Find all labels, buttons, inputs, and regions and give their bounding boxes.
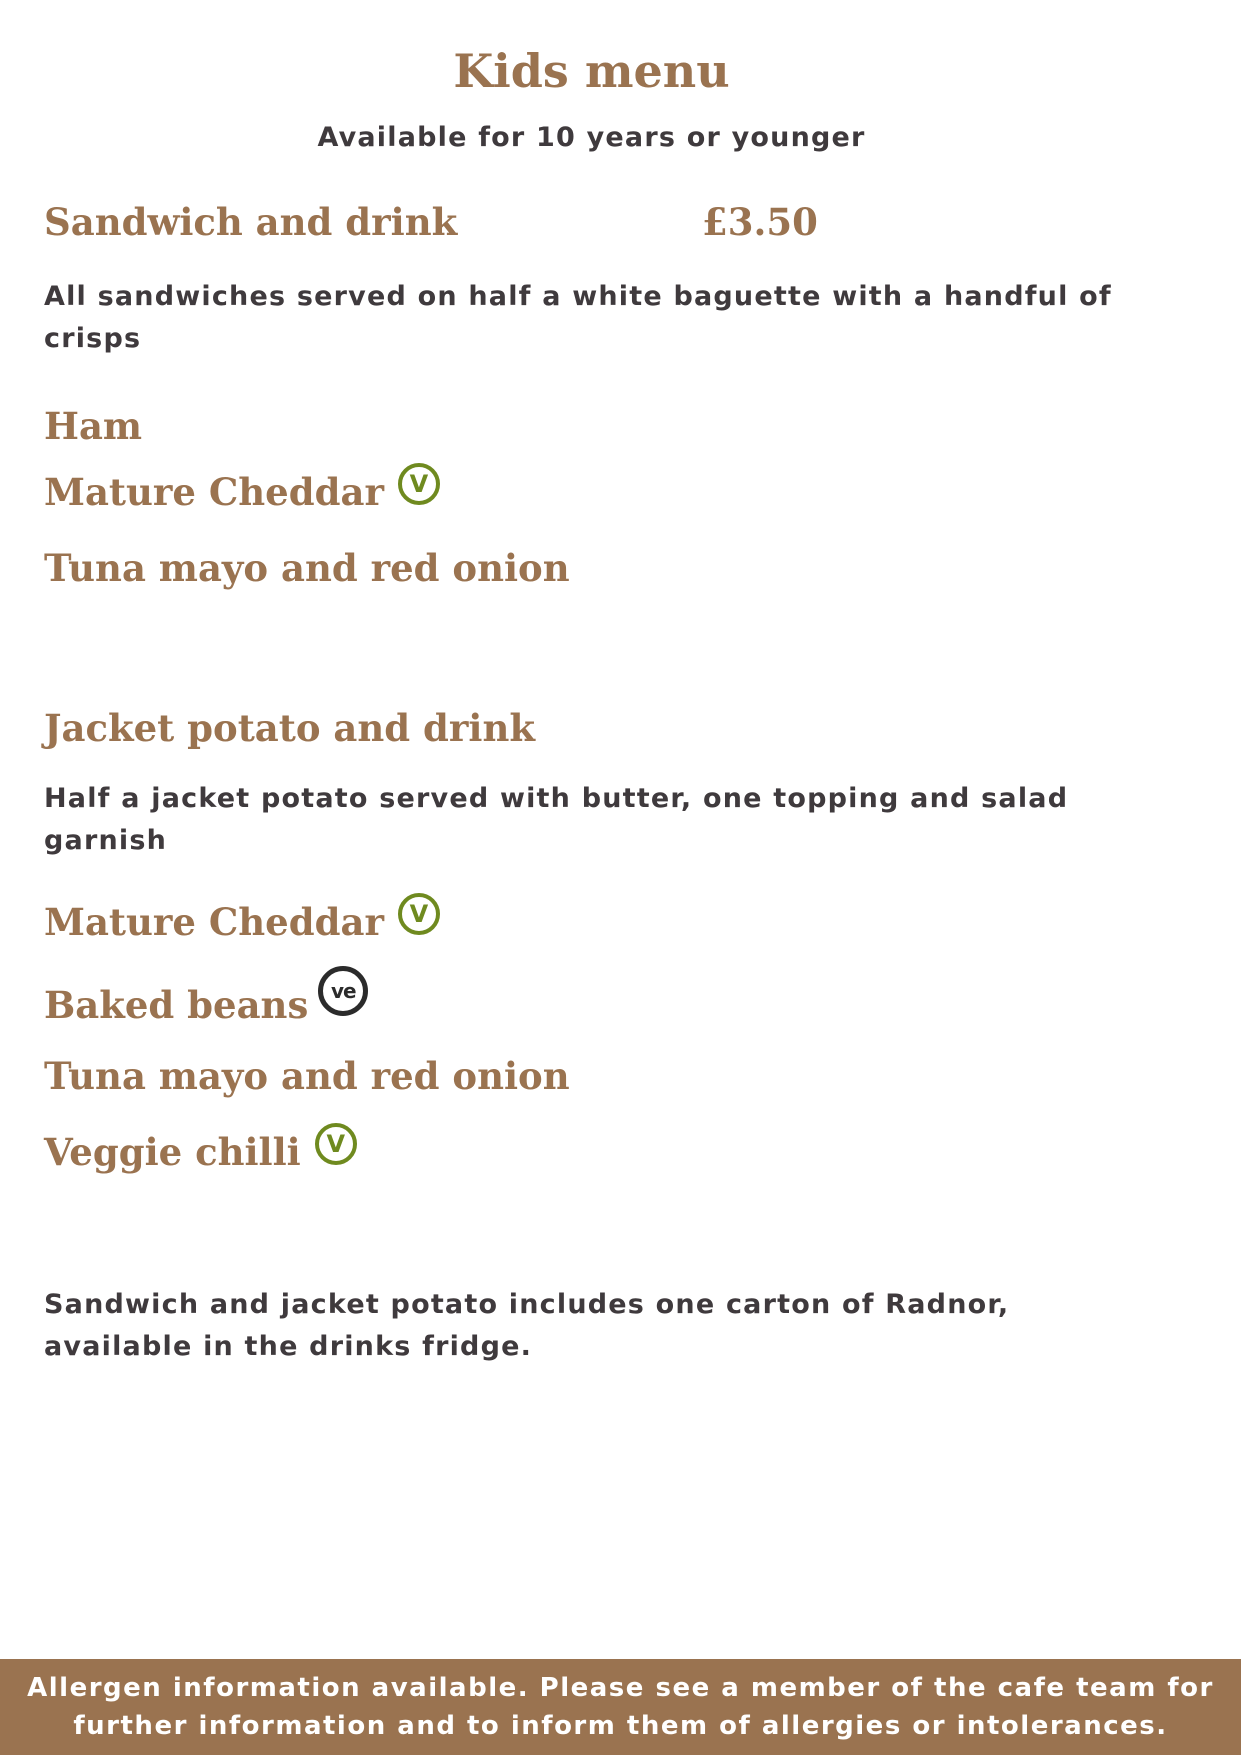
menu-item [44, 1130, 357, 1174]
sandwich-price: £3.50 [702, 200, 818, 244]
sandwich-section-heading: Sandwich and drink [44, 200, 458, 244]
menu-item-name: Veggie chilli [44, 1130, 301, 1174]
menu-item [44, 470, 440, 514]
jacket-description: Half a jacket potato served with butter, one topping and salad garnish [44, 783, 1069, 856]
drink-note: Sandwich and jacket potato includes one carton of Radnor, available in the drinks fridge. [44, 1289, 1010, 1362]
menu-item [44, 900, 440, 944]
page-subtitle: Available for 10 years or younger [317, 122, 866, 153]
menu-item-name: Mature Cheddar [44, 900, 384, 944]
menu-item [44, 404, 142, 448]
menu-item [44, 1054, 570, 1098]
vegetarian-icon: V [398, 893, 440, 935]
menu-item-name: Mature Cheddar [44, 470, 384, 514]
vegetarian-icon: V [398, 463, 440, 505]
page-title: Kids menu [453, 44, 730, 98]
vegan-icon: ve [318, 966, 368, 1016]
menu-item [44, 980, 368, 1030]
sandwich-description: All sandwiches served on half a white baguette with a handful of crisps [44, 281, 1112, 354]
allergen-footer [0, 1659, 1241, 1755]
jacket-section-heading: Jacket potato and drink [44, 706, 536, 750]
menu-item-name: Tuna mayo and red onion [44, 1054, 570, 1098]
menu-item-name: Baked beans [44, 983, 309, 1027]
vegetarian-icon: V [315, 1123, 357, 1165]
menu-item [44, 546, 570, 590]
menu-item-name: Ham [44, 404, 143, 448]
allergen-footer-text: Allergen information available. Please see a member of the cafe team for further information and to inform them of allergies or intolerances. [27, 1673, 1214, 1741]
menu-item-name: Tuna mayo and red onion [44, 546, 570, 590]
